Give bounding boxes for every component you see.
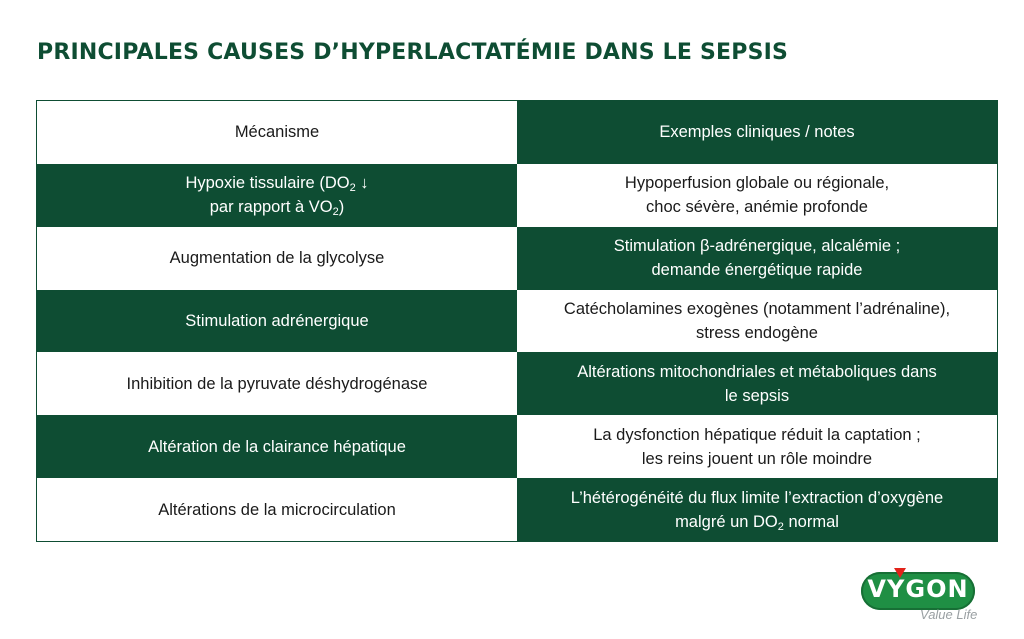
- row-1-mechanism: [37, 164, 517, 227]
- causes-table: [36, 100, 998, 542]
- row-2-mechanism: [37, 227, 517, 290]
- row-2-notes: [517, 227, 997, 290]
- row-6-mechanism-text: Altérations de la microcirculation: [158, 500, 396, 519]
- page-title: PRINCIPALES CAUSES D’HYPERLACTATÉMIE DANS LE SEPSIS: [37, 40, 789, 65]
- row-4-notes: [517, 352, 997, 415]
- row-1-notes-text: Hypoperfusion globale ou régionale, choc sévère, anémie profonde: [624, 174, 890, 217]
- vygon-logo: [857, 568, 987, 632]
- row-3-mechanism-text: Stimulation adrénergique: [185, 311, 369, 330]
- row-4-mechanism: [37, 352, 517, 415]
- row-6-notes: [517, 478, 997, 541]
- logo-red-triangle-icon: [894, 568, 906, 578]
- logo-tagline: Value Life: [920, 607, 978, 622]
- row-2-notes-text: Stimulation β-adrénergique, alcalémie ; demande énergétique rapide: [613, 237, 901, 280]
- row-5-notes-text: La dysfonction hépatique réduit la captation ; les reins jouent un rôle moindre: [593, 425, 921, 468]
- row-3-mechanism: [37, 290, 517, 353]
- row-3-notes-text: Catécholamines exogènes (notamment l’adrénaline), stress endogène: [563, 299, 951, 342]
- row-1-notes: [517, 164, 997, 227]
- row-3-notes: [517, 290, 997, 353]
- row-5-notes: [517, 415, 997, 478]
- row-5-mechanism: [37, 415, 517, 478]
- row-4-mechanism-text: Inhibition de la pyruvate déshydrogénase: [126, 374, 428, 393]
- row-6-notes-text: L’hétérogénéité du flux limite l’extraction d’oxygène malgré un $DO_2$ normal: [570, 488, 944, 533]
- header-notes-label: Exemples cliniques / notes: [659, 123, 855, 142]
- row-6-mechanism: [37, 478, 517, 541]
- row-1-mechanism-text: Hypoxie tissulaire ($DO_2$ ↓ par rapport à $VO_2$): [185, 174, 369, 219]
- row-5-mechanism-text: Altération de la clairance hépatique: [148, 437, 406, 456]
- header-mechanism: [37, 101, 517, 164]
- logo-brand-text: VYGON: [867, 575, 969, 603]
- header-mechanism-label: Mécanisme: [234, 123, 320, 142]
- row-2-mechanism-text: Augmentation de la glycolyse: [169, 249, 385, 268]
- header-notes: [517, 101, 997, 164]
- row-4-notes-text: Altérations mitochondriales et métaboliques dans le sepsis: [577, 362, 937, 405]
